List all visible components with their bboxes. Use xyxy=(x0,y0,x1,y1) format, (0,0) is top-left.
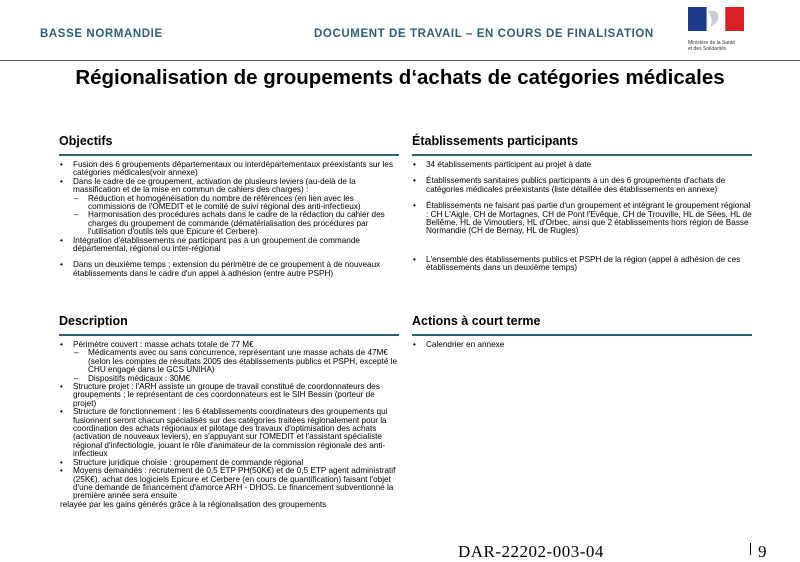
section-title: Établissements participants xyxy=(412,134,752,156)
bullet-item: • Structure juridique choisie : groupement de commande régional xyxy=(59,459,399,467)
section-title: Description xyxy=(59,314,399,336)
bullet-item: • 34 établissements participent au projet à date xyxy=(412,161,752,169)
bullet-item: • Établissements ne faisant pas partie d'un groupement et intégrant le groupement régional : CH L'Aigle, CH de Mortagnes, CH de Pont l'Evêque, CH de Trouville, HL de Sées, HL de Bellême, HL de Vimoutiers, HL d'Orbec, ainsi que 2 établissements hors région de Basse Normandie (CH de Bernay, HL de Rugles) xyxy=(412,202,752,236)
sub-bullet-item: – Dispositifs médicaux : 30M€ xyxy=(59,375,399,383)
paragraph-continuation: relayée par les gains générés grâce à la régionalisation des groupements xyxy=(60,499,327,509)
marianne-flag-icon xyxy=(688,7,744,31)
bullet-item: • Moyens demandés : recrutement de 0,5 ETP PH(50K€) et de 0,5 ETP agent administratif (25K€), achat des logiciels Epicure et Cerbere (en cours de quantification) faisant l'objet d'une demande de financement d'amorce ARH - DHOS. Le financement subventionné la première année sera ensuite xyxy=(59,467,399,501)
bullet-item: • Fusion des 6 groupements départementaux ou interdépartementaux préexistants sur les catégories médicales(voir annexe) xyxy=(59,161,399,178)
bullet-item: • L'ensemble des établissements publics et PSPH de la région (appel à adhésion de ces établissements dans un deuxième temps) xyxy=(412,256,752,273)
bullet-item: • Calendrier en annexe xyxy=(412,341,752,349)
page-title: Régionalisation de groupements d‘achats de catégories médicales xyxy=(75,66,725,89)
bullet-item: • Dans le cadre de ce groupement, activation de plusieurs leviers (au-delà de la massification et de la mise en commun de cahiers des charges) : xyxy=(59,178,399,195)
header-divider xyxy=(0,60,800,61)
bullet-item: • Intégration d'établissements ne participant pas à un groupement de commande départemental, régional ou inter-régional xyxy=(59,237,399,254)
ministry-logo xyxy=(688,7,748,57)
section-body xyxy=(59,336,399,509)
document-reference: DAR-22202-003-04 xyxy=(458,542,604,561)
section-body xyxy=(412,156,752,273)
bullet-item: • Structure de fonctionnement : les 6 établissements coordinateurs des groupements qui fusionnent seront chacun spécialisés sur des catégories traitées régionalement pour la coordination des achats régionaux et pilotage des travaux d'optimisation des achats (activation de nouveaux leviers), en s'appuyant sur l'OMEDIT et l'assistant spécialiste régional d'infectiologie, jouant le rôle d'animateur de la commission régionale des anti-infectieux xyxy=(59,408,399,458)
footer-divider xyxy=(750,543,751,555)
sub-bullet-item: – Médicaments avec ou sans concurrence, représentant une masse achats de 47M€ (selon les comptes de résultats 2005 des établissements publics et PSPH, excepté le CHU engagé dans le GCS UNIHA) xyxy=(59,349,399,374)
bullet-item: • Périmètre couvert : masse achats totale de 77 M€ xyxy=(59,341,399,349)
bullet-item: • Structure projet : l'ARH assiste un groupe de travail constitué de coordonnateurs des groupements ; le représentant de ces coordonnateurs est le SIH Bessin (porteur de projet) xyxy=(59,383,399,408)
page-number: 9 xyxy=(758,542,767,561)
section-title: Objectifs xyxy=(59,134,399,156)
section-actions xyxy=(412,314,752,349)
section-description xyxy=(59,314,399,509)
sub-bullet-item: – Réduction et homogénéisation du nombre de références (en lien avec les commissions de l'OMEDIT et le comité de suivi régional des anti-infectieux) xyxy=(59,195,399,212)
ministry-name: Ministère de la Santé et des Solidarités xyxy=(688,40,735,52)
region-label: BASSE NORMANDIE xyxy=(40,28,163,40)
sub-bullet-item: – Harmonisation des procédures achats dans le cadre de la rédaction du cahier des charges du groupement de commande (dématérialisation des procédures par l'utilisation d'outils tels que Epicure et Cerbere) xyxy=(59,211,399,236)
bullet-item: • Établissements sanitaires publics participants à un des 6 groupements d'achats de catégories médicales préexistants (liste détaillée des établissements en annexe) xyxy=(412,177,752,194)
section-body xyxy=(412,336,752,349)
section-objectifs xyxy=(59,134,399,278)
section-body xyxy=(59,156,399,278)
section-etablissements xyxy=(412,134,752,273)
bullet-item: • Dans un deuxième temps ; extension du périmètre de ce groupement à de nouveaux établissements dans le cadre d'un appel à adhésion (entre autre PSPH) xyxy=(59,261,399,278)
document-status: DOCUMENT DE TRAVAIL – EN COURS DE FINALISATION xyxy=(314,28,654,40)
section-title: Actions à court terme xyxy=(412,314,752,336)
